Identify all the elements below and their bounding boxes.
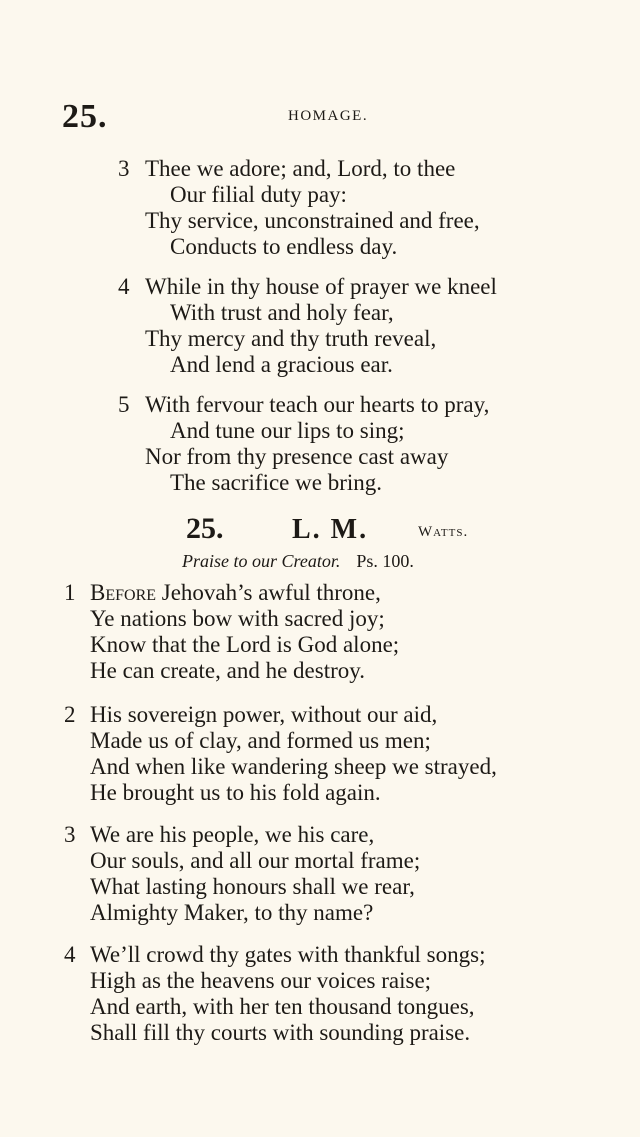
stanza-line: Nor from thy presence cast away (145, 444, 449, 469)
stanza-line: And earth, with her ten thousand tongues, (90, 994, 475, 1019)
stanza-number: 4 (118, 274, 130, 299)
stanza-line: Know that the Lord is God alone; (90, 632, 400, 657)
hymn-heading (0, 512, 640, 552)
stanza-line: With trust and holy fear, (170, 300, 394, 325)
stanza-first-rest: Jehovah’s awful throne, (156, 580, 381, 605)
stanza-line: He brought us to his fold again. (90, 780, 381, 805)
stanza-line: The sacrifice we bring. (170, 470, 383, 495)
stanza-line: Thy service, unconstrained and free, (145, 208, 480, 233)
stanza-line: With fervour teach our hearts to pray, (145, 392, 490, 417)
stanza-line: Our filial duty pay: (170, 182, 347, 207)
stanza-number: 3 (118, 156, 130, 181)
hymn-subtitle-row (182, 551, 414, 572)
hymn-number: 25. (186, 512, 224, 545)
stanza-line: And tune our lips to sing; (170, 418, 405, 443)
stanza-line: His sovereign power, without our aid, (90, 702, 438, 727)
stanza-number: 4 (64, 942, 76, 967)
stanza-number: 5 (118, 392, 130, 417)
stanza-line: Thee we adore; and, Lord, to thee (145, 156, 456, 181)
stanza-line (90, 580, 381, 606)
stanza-line: What lasting honours shall we rear, (90, 874, 415, 899)
stanza-line: He can create, and he destroy. (90, 658, 366, 683)
running-head: HOMAGE. (288, 108, 369, 124)
stanza-line: While in thy house of prayer we kneel (145, 274, 497, 299)
hymn-meter: L. M. (292, 514, 369, 545)
stanza-number: 2 (64, 702, 76, 727)
hymn-author: Watts. (418, 524, 469, 540)
stanza-line: Made us of clay, and formed us men; (90, 728, 431, 753)
stanza-number: 1 (64, 580, 76, 605)
page-number: 25. (62, 98, 108, 135)
stanza-line: Conducts to endless day. (170, 234, 398, 259)
stanza-line: We’ll crowd thy gates with thankful songs; (90, 942, 486, 967)
page-header (0, 98, 640, 138)
stanza-line: High as the heavens our voices raise; (90, 968, 432, 993)
stanza-line: Almighty Maker, to thy name? (90, 900, 374, 925)
stanza-line: Ye nations bow with sacred joy; (90, 606, 385, 631)
scripture-reference: Ps. 100. (356, 551, 414, 571)
stanza-first-word: Before (90, 580, 157, 605)
stanza-line: Shall fill thy courts with sounding praise. (90, 1020, 471, 1045)
stanza-number: 3 (64, 822, 76, 847)
stanza-line: And lend a gracious ear. (170, 352, 393, 377)
stanza-line: And when like wandering sheep we strayed, (90, 754, 497, 779)
stanza-line: Our souls, and all our mortal frame; (90, 848, 421, 873)
stanza-line: We are his people, we his care, (90, 822, 375, 847)
stanza-line: Thy mercy and thy truth reveal, (145, 326, 437, 351)
hymn-subtitle: Praise to our Creator. (182, 551, 341, 571)
